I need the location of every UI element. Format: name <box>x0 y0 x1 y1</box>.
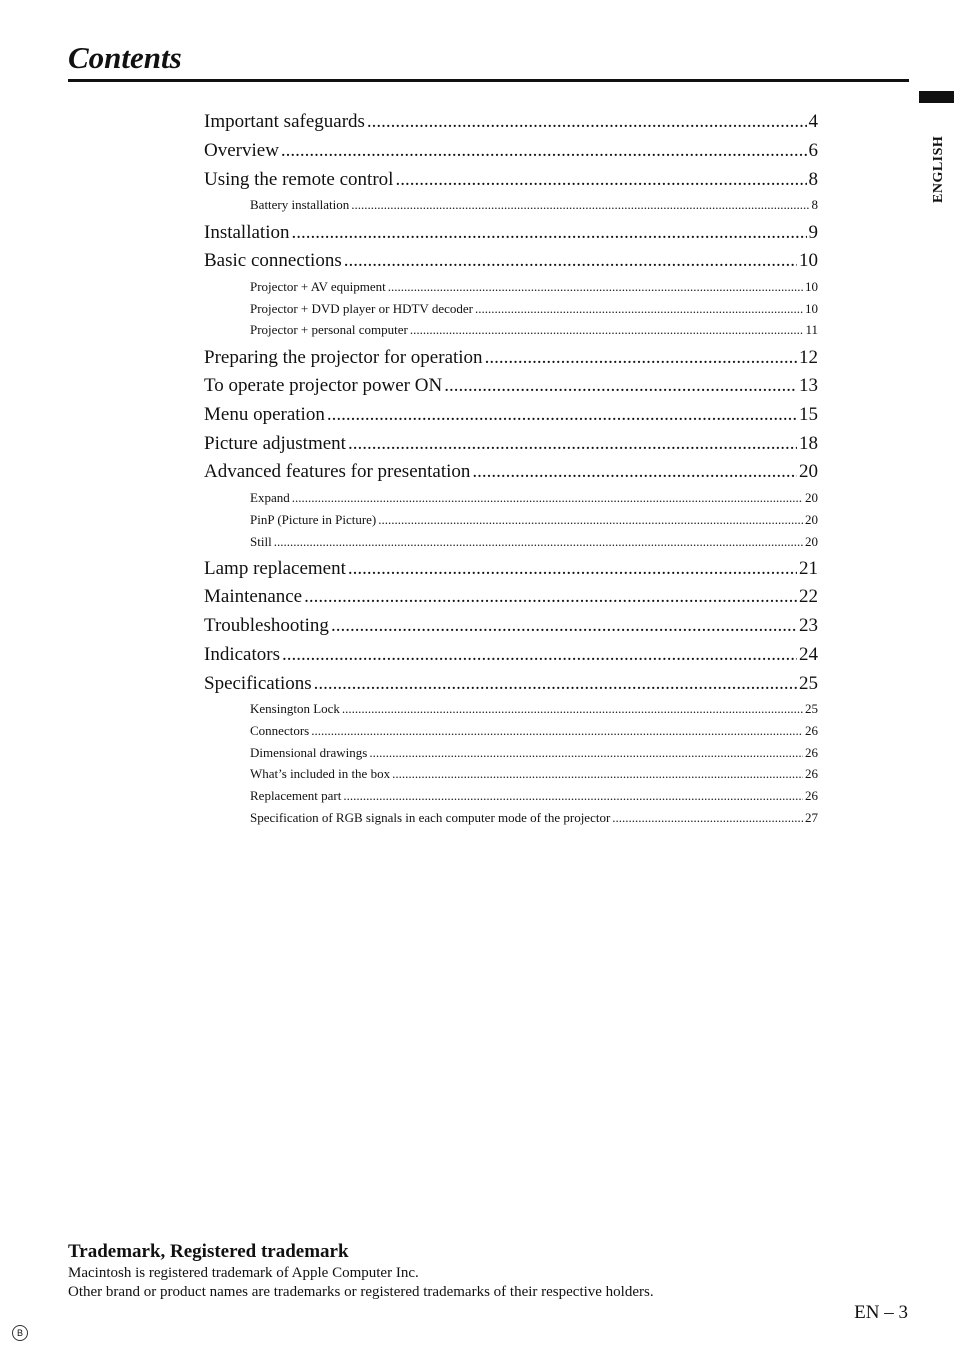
toc-entry[interactable] <box>204 401 818 430</box>
dot-leader <box>378 509 803 531</box>
toc-entry-page: 8 <box>808 168 818 190</box>
toc-entry-label: Picture adjustment <box>204 432 346 454</box>
toc-entry[interactable] <box>204 276 818 298</box>
b-mark-icon: B <box>12 1325 28 1341</box>
toc-entry[interactable] <box>204 194 818 216</box>
toc-entry-label: Important safeguards <box>204 111 365 132</box>
toc-entry[interactable] <box>204 298 818 320</box>
toc-entry-page: 25 <box>799 672 818 694</box>
dot-leader <box>348 552 797 586</box>
toc-entry-page: 20 <box>799 461 818 483</box>
toc-entry-label: Lamp replacement <box>204 558 346 580</box>
toc-entry-page: 8 <box>811 197 818 213</box>
toc-entry-label: Replacement part <box>250 788 342 804</box>
toc-entry[interactable] <box>204 698 818 720</box>
toc-entry-page: 10 <box>805 278 818 294</box>
toc-entry-page: 26 <box>805 744 818 760</box>
dot-leader <box>282 641 797 670</box>
page-number: EN – 3 <box>854 1302 908 1323</box>
dot-leader <box>314 670 797 699</box>
toc-entry-label: Preparing the projector for operation <box>204 346 483 368</box>
toc-entry-page: 21 <box>799 558 818 580</box>
toc-entry[interactable] <box>204 166 818 195</box>
toc-entry[interactable] <box>204 216 818 247</box>
toc-entry-label: PinP (Picture in Picture) <box>250 511 377 527</box>
toc-entry[interactable] <box>204 487 818 509</box>
dot-leader <box>274 531 803 553</box>
dot-leader <box>612 807 803 829</box>
toc-entry-page: 20 <box>805 490 818 506</box>
dot-leader <box>304 583 797 612</box>
toc-entry[interactable] <box>204 641 818 670</box>
toc-entry-label: Menu operation <box>204 403 325 425</box>
toc-entry[interactable] <box>204 807 818 829</box>
toc-entry-page: 10 <box>799 250 818 272</box>
toc-entry[interactable] <box>204 372 818 401</box>
toc-entry-label: Connectors <box>250 723 310 739</box>
toc-entry[interactable] <box>204 583 818 612</box>
toc-entry-page: 26 <box>805 788 818 804</box>
dot-leader <box>343 785 803 807</box>
dot-leader <box>327 401 797 430</box>
dot-leader <box>291 216 806 250</box>
toc-entry[interactable] <box>204 612 818 641</box>
dot-leader <box>351 194 809 216</box>
toc-entry-label: Installation <box>204 222 290 244</box>
trademark-section <box>68 1240 868 1302</box>
toc-entry-label: Overview <box>204 139 279 161</box>
toc-entry-label: Basic connections <box>204 250 342 272</box>
toc-entry-page: 11 <box>805 322 818 338</box>
toc-entry-label: Specification of RGB signals in each computer mode of the projector <box>250 809 611 825</box>
dot-leader <box>367 108 807 137</box>
toc-entry-page: 4 <box>808 111 818 132</box>
toc-entry-page: 20 <box>805 511 818 527</box>
toc-entry-label: What’s included in the box <box>250 766 391 782</box>
toc-entry-label: Maintenance <box>204 586 303 608</box>
toc-entry-page: 15 <box>799 403 818 425</box>
toc-entry[interactable] <box>204 319 818 341</box>
dot-leader <box>444 372 797 401</box>
toc-entry-label: Kensington Lock <box>250 701 340 717</box>
toc-entry-page: 13 <box>799 374 818 396</box>
trademark-line: Other brand or product names are trademarks or registered trademarks of their respective holders. <box>68 1284 654 1300</box>
toc-entry-page: 10 <box>805 300 818 316</box>
toc-entry-page: 18 <box>799 432 818 454</box>
toc-entry[interactable] <box>204 458 818 487</box>
language-tab-bar <box>919 91 954 103</box>
toc-entry[interactable] <box>204 247 818 276</box>
toc-entry-label: To operate projector power ON <box>204 374 443 396</box>
toc-entry[interactable] <box>204 742 818 764</box>
toc-entry-page: 23 <box>799 614 818 636</box>
toc-entry[interactable] <box>204 108 818 137</box>
toc-entry[interactable] <box>204 763 818 785</box>
toc-entry-label: Projector + personal computer <box>250 322 408 338</box>
toc-entry[interactable] <box>204 509 818 531</box>
toc-entry-label: Troubleshooting <box>204 614 329 636</box>
toc-entry-page: 26 <box>805 766 818 782</box>
toc-entry-label: Advanced features for presentation <box>204 461 471 483</box>
toc-entry-page: 22 <box>799 586 818 608</box>
toc-entry-label: Using the remote control <box>204 168 394 190</box>
toc-entry-label: Battery installation <box>250 197 350 213</box>
toc-entry-page: 24 <box>799 643 818 665</box>
toc-entry-page: 25 <box>805 701 818 717</box>
dot-leader <box>485 341 797 375</box>
dot-leader <box>311 720 803 742</box>
dot-leader <box>395 166 806 195</box>
toc-entry-page: 20 <box>805 533 818 549</box>
toc-entry-page: 12 <box>799 346 818 368</box>
toc-entry-label: Dimensional drawings <box>250 744 368 760</box>
toc-entry[interactable] <box>204 430 818 459</box>
toc-entry[interactable] <box>204 341 818 372</box>
trademark-heading: Trademark, Registered trademark <box>68 1241 349 1262</box>
toc-entry-label: Specifications <box>204 672 312 694</box>
toc-entry-label: Still <box>250 533 272 549</box>
toc-entry-page: 27 <box>805 809 818 825</box>
toc-entry[interactable] <box>204 785 818 807</box>
dot-leader <box>342 698 803 720</box>
toc-entry-page: 6 <box>808 139 818 161</box>
dot-leader <box>348 430 797 459</box>
language-tab <box>930 111 948 203</box>
toc-entry-page: 26 <box>805 723 818 739</box>
dot-leader <box>344 247 797 276</box>
trademark-line: Macintosh is registered trademark of Apple Computer Inc. <box>68 1265 419 1281</box>
dot-leader <box>292 487 803 509</box>
dot-leader <box>392 763 803 785</box>
toc-entry[interactable] <box>204 531 818 553</box>
page-title: Contents <box>68 40 182 75</box>
toc-entry[interactable] <box>204 137 818 166</box>
title-divider <box>68 79 909 82</box>
dot-leader <box>369 742 803 764</box>
dot-leader <box>475 298 803 320</box>
toc-entry-label: Indicators <box>204 643 280 665</box>
toc-entry[interactable] <box>204 670 818 699</box>
toc-entry[interactable] <box>204 720 818 742</box>
dot-leader <box>331 612 797 641</box>
toc-entry-label: Projector + AV equipment <box>250 278 386 294</box>
toc-entry[interactable] <box>204 552 818 583</box>
dot-leader <box>281 137 807 166</box>
language-tab-label: ENGLISH <box>931 135 946 203</box>
dot-leader <box>388 276 803 298</box>
toc-entry-label: Expand <box>250 490 290 506</box>
dot-leader <box>410 319 804 341</box>
table-of-contents <box>204 108 818 829</box>
toc-entry-label: Projector + DVD player or HDTV decoder <box>250 300 473 316</box>
toc-entry-page: 9 <box>808 222 818 244</box>
dot-leader <box>472 458 797 487</box>
